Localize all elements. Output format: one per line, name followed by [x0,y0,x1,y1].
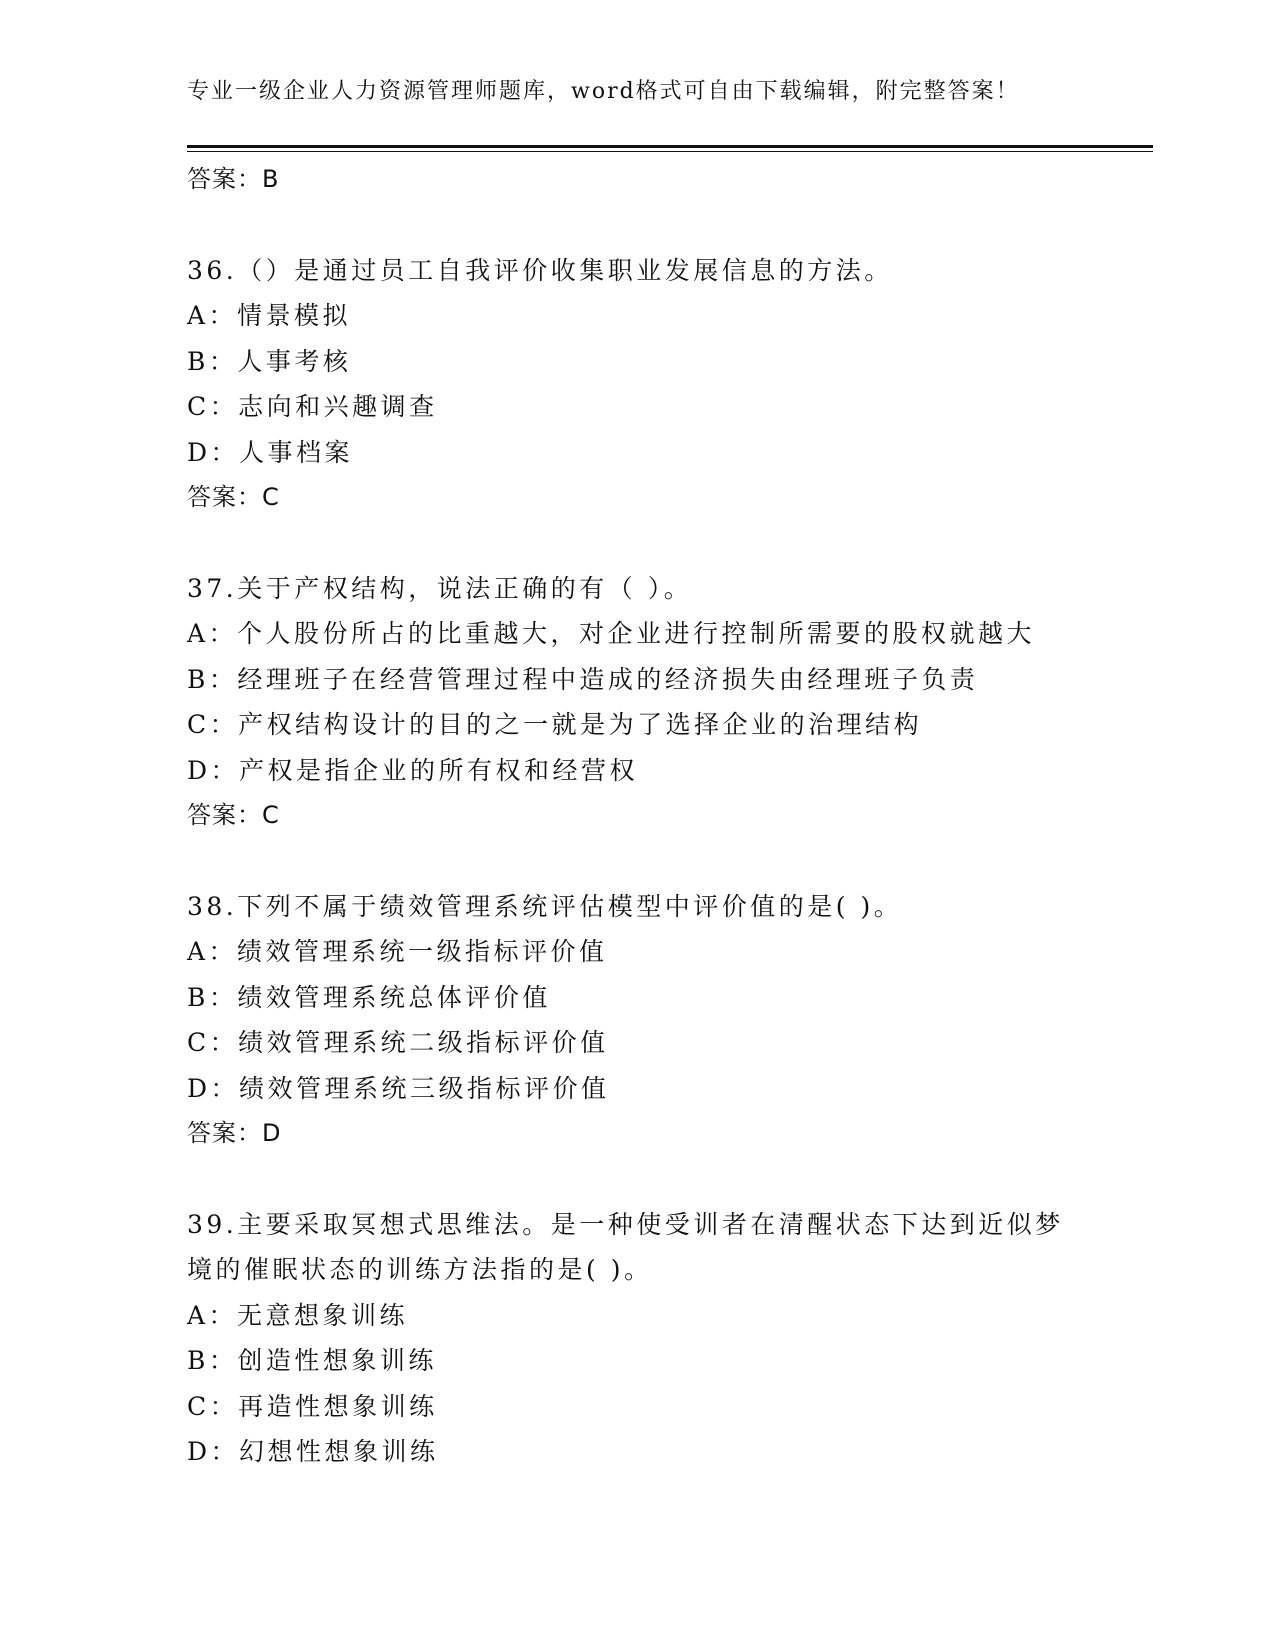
option-c: C：再造性想象训练 [187,1391,438,1421]
question-36 [187,248,1127,521]
question-text: 37.关于产权结构，说法正确的有（ ）。 [187,573,693,603]
option-c: C：志向和兴趣调查 [187,392,438,421]
answer: 答案：D [187,1119,282,1147]
question-39 [187,1202,1127,1475]
page-header: 专业一级企业人力资源管理师题库，word格式可自由下载编辑，附完整答案！ [187,79,1020,104]
option-d: D：产权是指企业的所有权和经营权 [187,755,639,785]
answer: 答案：C [187,801,280,829]
question-text: 38.下列不属于绩效管理系统评估模型中评价值的是( )。 [187,891,903,921]
option-b: B：经理班子在经营管理过程中造成的经济损失由经理班子负责 [187,664,979,694]
option-d: D：绩效管理系统三级指标评价值 [187,1073,610,1103]
option-c: C：产权结构设计的目的之一就是为了选择企业的治理结构 [187,710,923,739]
question-37 [187,566,1127,839]
carryover-answer: 答案：B [187,165,280,193]
question-list [187,157,1127,1475]
question-text: 36.（）是通过员工自我评价收集职业发展信息的方法。 [187,255,893,285]
option-b: B：创造性想象训练 [187,1346,437,1375]
option-c: C：绩效管理系统二级指标评价值 [187,1028,609,1057]
option-b: B：人事考核 [187,346,352,376]
option-a: A：个人股份所占的比重越大，对企业进行控制所需要的股权就越大 [187,619,1036,648]
header-divider [187,145,1153,148]
question-38 [187,884,1127,1157]
option-a: A：情景模拟 [187,301,352,330]
answer: 答案：C [187,483,280,511]
option-b: B：绩效管理系统总体评价值 [187,982,551,1012]
question-text: 39.主要采取冥想式思维法。是一种使受训者在清醒状态下达到近似梦 境的催眠状态的训练方法指的是( )。 [187,1209,1064,1284]
option-d: D：人事档案 [187,437,354,467]
option-d: D：幻想性想象训练 [187,1437,439,1466]
option-a: A：无意想象训练 [187,1300,409,1330]
option-a: A：绩效管理系统一级指标评价值 [187,937,608,966]
